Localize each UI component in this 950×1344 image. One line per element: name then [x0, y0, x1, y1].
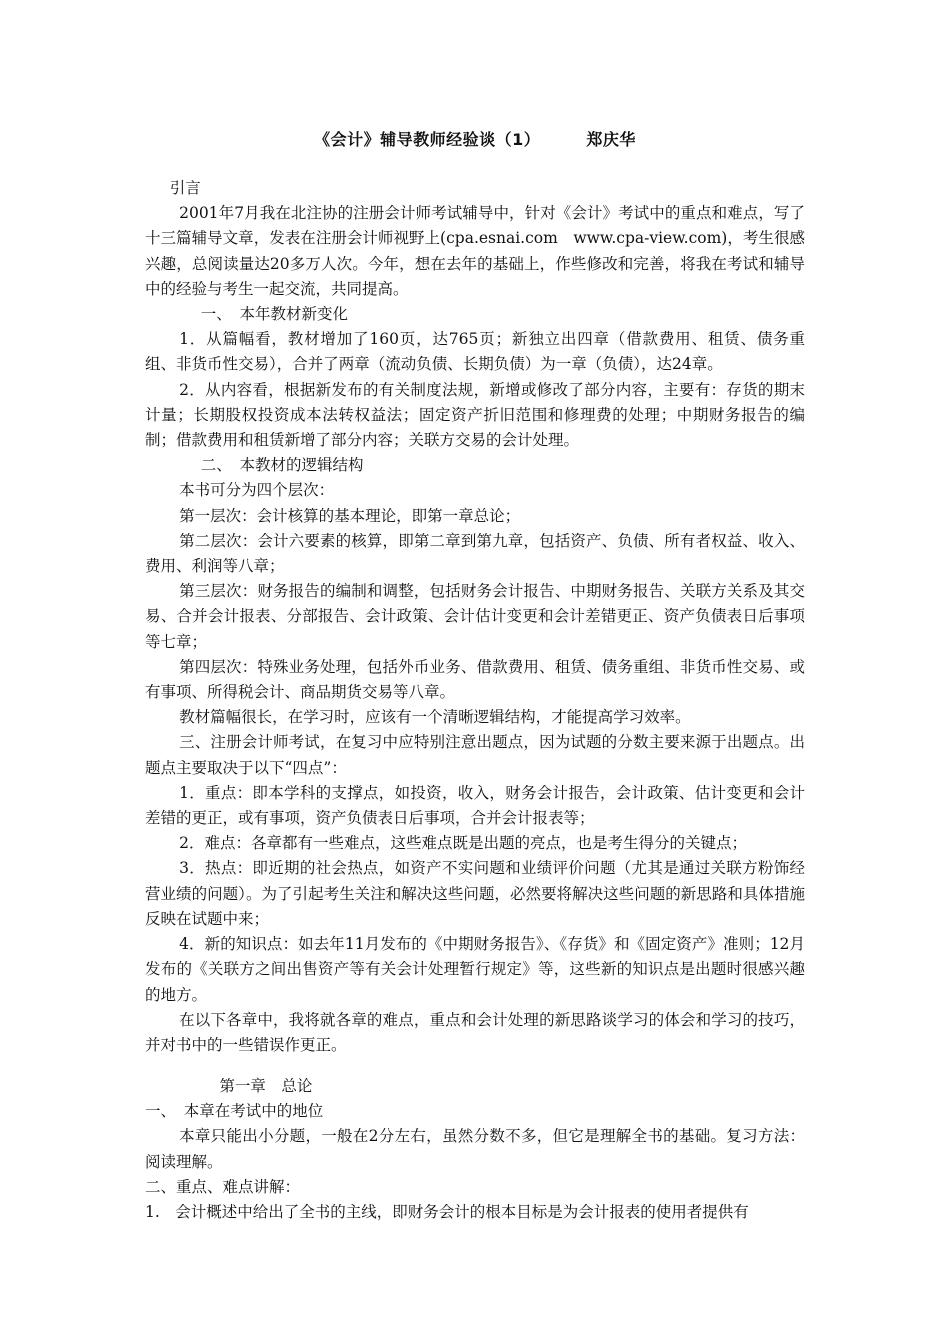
body-paragraph: 本章只能出小分题，一般在2分左右，虽然分数不多，但它是理解全书的基础。复习方法：阅读理解。 [145, 1127, 805, 1171]
body-paragraph: 第一层次：会计核算的基本理论，即第一章总论； [179, 506, 521, 525]
body-paragraph: 在以下各章中，我将就各章的难点，重点和会计处理的新思路谈学习的体会和学习的技巧，并对书中的一些错误作更正。 [145, 1010, 805, 1054]
body-paragraph: 第三层次：财务报告的编制和调整，包括财务会计报告、中期财务报告、关联方关系及其交易、合并会计报表、分部报告、会计政策、会计估计变更和会计差错更正、资产负债表日后事项等七章； [145, 582, 805, 651]
chapter-section [145, 1074, 805, 1225]
section-heading: 三、注册会计师考试，在复习中应特别注意出题点，因为试题的分数主要来源于出题点。出题点主要取决于以下“四点”： [145, 733, 805, 777]
list-item: 1．重点：即本学科的支撑点，如投资，收入，财务会计报告，会计政策、估计变更和会计差错的更正，或有事项，资产负债表日后事项，合并会计报表等； [145, 783, 805, 828]
list-item: 1. 会计概述中给出了全书的主线，即财务会计的根本目标是为会计报表的使用者提供有 [145, 1203, 749, 1222]
chapter-heading: 第一章 总论 [219, 1077, 313, 1095]
author-name: 郑庆华 [586, 130, 636, 149]
list-item: 3．热点：即近期的社会热点，如资产不实问题和业绩评价问题（尤其是通过关联方粉饰经营业绩的问题）。为了引起考生关注和解决这些问题，必然要将解决这些问题的新思路和具体措施反映在试题中来； [145, 859, 805, 928]
document-title [0, 127, 950, 150]
list-item: 2．难点：各章都有一些难点，这些难点既是出题的亮点，也是考生得分的关键点； [179, 834, 747, 853]
body-paragraph: 本书可分为四个层次： [179, 481, 335, 500]
body-paragraph: 教材篇幅很长，在学习时，应该有一个清晰逻辑结构，才能提高学习效率。 [179, 708, 691, 727]
body-paragraph: 第四层次：特殊业务处理，包括外币业务、借款费用、租赁、债务重组、非货币性交易、或有事项、所得税会计、商品期货交易等八章。 [145, 657, 805, 702]
list-item: 1．从篇幅看，教材增加了160页，达765页；新独立出四章（借款费用、租赁、债务重组、非货币性交易），合并了两章（流动负债、长期负债）为一章（负债），达24章。 [145, 330, 805, 374]
body-paragraph: 第二层次：会计六要素的核算，即第二章到第九章，包括资产、负债、所有者权益、收入、费用、利润等八章； [145, 531, 805, 576]
list-item: 2．从内容看，根据新发布的有关制度法规，新增或修改了部分内容，主要有：存货的期末计量；长期股权投资成本法转权益法；固定资产折旧范围和修理费的处理；中期财务报告的编制；借款费用和租赁新增了部分内容；关联方交易的会计处理。 [145, 380, 805, 450]
section-heading-intro: 引言 [169, 179, 201, 197]
section-heading: 二、 本教材的逻辑结构 [200, 456, 364, 475]
document-body [145, 176, 805, 1058]
section-heading: 一、 本章在考试中的地位 [145, 1102, 324, 1121]
section-heading: 一、 本年教材新变化 [200, 305, 349, 324]
section-heading: 二、重点、难点讲解： [145, 1177, 301, 1196]
body-paragraph: 2001年7月我在北注协的注册会计师考试辅导中，针对《会计》考试中的重点和难点，写了十三篇辅导文章，发表在注册会计师视野上(cpa.esnai.com www.cpa-view.com)，考生很感兴趣，总阅读量达20多万人次。今年，想在去年的基础上，作些修改和完善，将我在考试和辅导中的经验与考生一起交流，共同提高。 [145, 204, 805, 298]
list-item: 4．新的知识点：如去年11月发布的《中期财务报告》、《存货》和《固定资产》准则；12月发布的《关联方之间出售资产等有关会计处理暂行规定》等，这些新的知识点是出题时很感兴趣的地方。 [145, 935, 805, 1004]
title-text: 《会计》辅导教师经验谈（1） [314, 130, 541, 149]
